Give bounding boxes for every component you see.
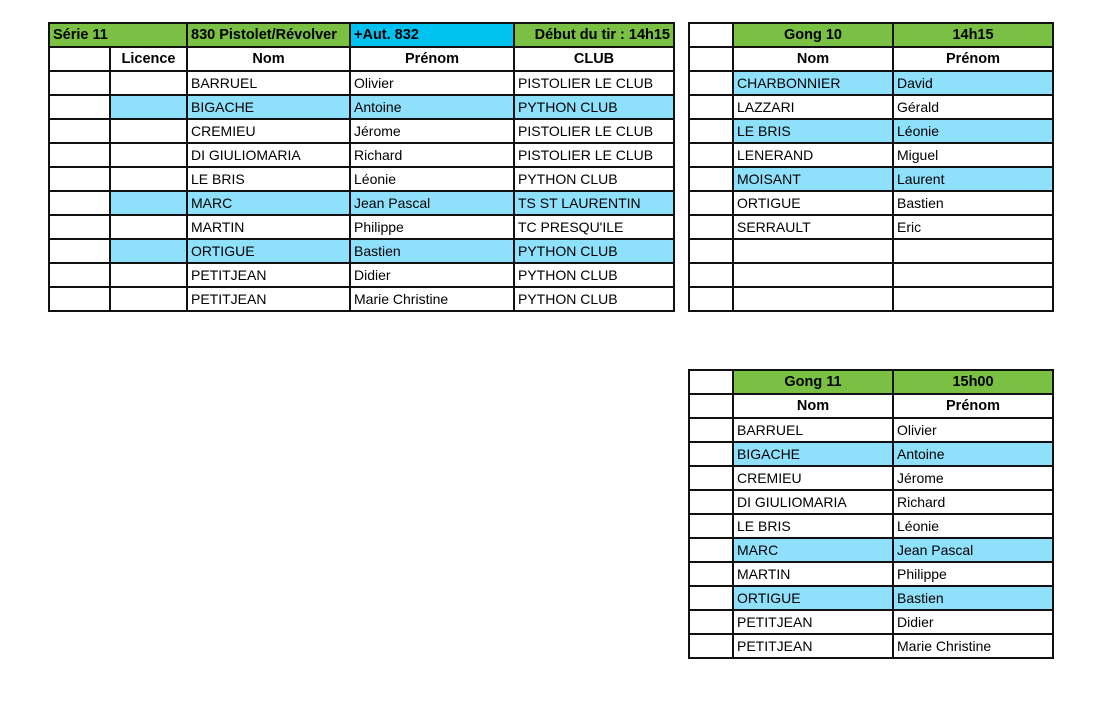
prenom-cell: Bastien — [350, 239, 514, 263]
prenom-cell: David — [893, 71, 1053, 95]
blank-header-cell — [49, 47, 110, 71]
prenom-cell: Marie Christine — [893, 634, 1053, 658]
prenom-cell: Jean Pascal — [893, 538, 1053, 562]
blank-title-cell — [689, 370, 733, 394]
start-time-label: Début du tir : 14h15 — [514, 23, 674, 47]
row-blank-cell — [49, 263, 110, 287]
club-cell: PISTOLIER LE CLUB — [514, 71, 674, 95]
nom-cell: DI GIULIOMARIA — [733, 490, 893, 514]
licence-cell — [110, 215, 187, 239]
table-row — [689, 442, 1053, 466]
gong11-title-row — [689, 370, 1053, 394]
prenom-cell: Léonie — [893, 514, 1053, 538]
column-header-licence: Licence — [110, 47, 187, 71]
table-row — [49, 71, 674, 95]
table-row — [49, 239, 674, 263]
prenom-cell: Eric — [893, 215, 1053, 239]
row-blank-cell — [49, 287, 110, 311]
row-blank-cell — [689, 562, 733, 586]
nom-cell: CREMIEU — [733, 466, 893, 490]
table-row — [49, 167, 674, 191]
club-cell: PYTHON CLUB — [514, 167, 674, 191]
nom-cell: LE BRIS — [733, 514, 893, 538]
prenom-cell: Didier — [350, 263, 514, 287]
column-header-prenom: Prénom — [893, 394, 1053, 418]
row-blank-cell — [49, 167, 110, 191]
row-blank-cell — [49, 71, 110, 95]
table-row — [689, 191, 1053, 215]
nom-cell: MARTIN — [733, 562, 893, 586]
row-blank-cell — [49, 95, 110, 119]
nom-cell: BARRUEL — [187, 71, 350, 95]
gong11-header-row — [689, 394, 1053, 418]
nom-cell: ORTIGUE — [733, 586, 893, 610]
row-blank-cell — [689, 586, 733, 610]
row-blank-cell — [49, 215, 110, 239]
nom-cell: BARRUEL — [733, 418, 893, 442]
nom-cell: MARC — [187, 191, 350, 215]
gong10-title-row — [689, 23, 1053, 47]
prenom-cell: Gérald — [893, 95, 1053, 119]
club-cell: PISTOLIER LE CLUB — [514, 119, 674, 143]
prenom-cell: Marie Christine — [350, 287, 514, 311]
nom-cell: ORTIGUE — [187, 239, 350, 263]
prenom-cell — [893, 263, 1053, 287]
row-blank-cell — [689, 538, 733, 562]
table-row — [689, 263, 1053, 287]
nom-cell: BIGACHE — [187, 95, 350, 119]
serie-table-body — [49, 23, 674, 311]
prenom-cell: Olivier — [893, 418, 1053, 442]
table-row — [689, 215, 1053, 239]
gong10-title: Gong 10 — [733, 23, 893, 47]
club-cell: PYTHON CLUB — [514, 239, 674, 263]
licence-cell — [110, 287, 187, 311]
nom-cell: DI GIULIOMARIA — [187, 143, 350, 167]
nom-cell: PETITJEAN — [733, 634, 893, 658]
row-blank-cell — [689, 610, 733, 634]
prenom-cell: Philippe — [893, 562, 1053, 586]
licence-cell — [110, 191, 187, 215]
prenom-cell: Léonie — [350, 167, 514, 191]
table-row — [689, 610, 1053, 634]
table-row — [689, 239, 1053, 263]
licence-cell — [110, 263, 187, 287]
row-blank-cell — [689, 167, 733, 191]
nom-cell: PETITJEAN — [187, 287, 350, 311]
row-blank-cell — [49, 119, 110, 143]
nom-cell: MARTIN — [187, 215, 350, 239]
serie-header-row — [49, 47, 674, 71]
column-header-club: CLUB — [514, 47, 674, 71]
licence-cell — [110, 95, 187, 119]
gong11-time: 15h00 — [893, 370, 1053, 394]
blank-header-cell — [689, 394, 733, 418]
row-blank-cell — [689, 143, 733, 167]
table-row — [689, 95, 1053, 119]
serie-table — [48, 22, 675, 312]
row-blank-cell — [49, 191, 110, 215]
column-header-nom: Nom — [733, 47, 893, 71]
row-blank-cell — [689, 191, 733, 215]
column-header-nom: Nom — [733, 394, 893, 418]
gong11-table — [688, 369, 1054, 659]
row-blank-cell — [689, 634, 733, 658]
table-row — [689, 143, 1053, 167]
nom-cell: LENERAND — [733, 143, 893, 167]
table-row — [689, 586, 1053, 610]
table-row — [49, 191, 674, 215]
nom-cell: SERRAULT — [733, 215, 893, 239]
table-row — [689, 514, 1053, 538]
table-row — [49, 287, 674, 311]
prenom-cell: Didier — [893, 610, 1053, 634]
table-row — [689, 167, 1053, 191]
nom-cell: MOISANT — [733, 167, 893, 191]
prenom-cell — [893, 239, 1053, 263]
column-header-prenom: Prénom — [893, 47, 1053, 71]
prenom-cell — [893, 287, 1053, 311]
table-row — [49, 263, 674, 287]
licence-cell — [110, 143, 187, 167]
blank-header-cell — [689, 47, 733, 71]
nom-cell: PETITJEAN — [733, 610, 893, 634]
table-row — [689, 287, 1053, 311]
table-row — [689, 490, 1053, 514]
row-blank-cell — [689, 514, 733, 538]
nom-cell: BIGACHE — [733, 442, 893, 466]
prenom-cell: Richard — [893, 490, 1053, 514]
column-header-prenom: Prénom — [350, 47, 514, 71]
nom-cell: LE BRIS — [187, 167, 350, 191]
table-row — [689, 119, 1053, 143]
prenom-cell: Antoine — [350, 95, 514, 119]
club-cell: PYTHON CLUB — [514, 95, 674, 119]
gong10-time: 14h15 — [893, 23, 1053, 47]
licence-cell — [110, 167, 187, 191]
nom-cell: LE BRIS — [733, 119, 893, 143]
nom-cell: MARC — [733, 538, 893, 562]
table-row — [49, 95, 674, 119]
gong10-table-body — [689, 23, 1053, 311]
prenom-cell: Bastien — [893, 191, 1053, 215]
club-cell: PYTHON CLUB — [514, 263, 674, 287]
prenom-cell: Philippe — [350, 215, 514, 239]
table-row — [689, 71, 1053, 95]
gong11-title: Gong 11 — [733, 370, 893, 394]
row-blank-cell — [49, 143, 110, 167]
serie-label: Série 11 — [49, 23, 187, 47]
table-row — [689, 466, 1053, 490]
club-cell: PISTOLIER LE CLUB — [514, 143, 674, 167]
gong11-table-body — [689, 370, 1053, 658]
nom-cell: CREMIEU — [187, 119, 350, 143]
table-row — [689, 538, 1053, 562]
row-blank-cell — [689, 95, 733, 119]
prenom-cell: Olivier — [350, 71, 514, 95]
licence-cell — [110, 119, 187, 143]
row-blank-cell — [689, 239, 733, 263]
licence-cell — [110, 71, 187, 95]
nom-cell — [733, 287, 893, 311]
row-blank-cell — [689, 71, 733, 95]
nom-cell: ORTIGUE — [733, 191, 893, 215]
table-row — [689, 562, 1053, 586]
gong10-table — [688, 22, 1054, 312]
row-blank-cell — [689, 418, 733, 442]
serie-title-row — [49, 23, 674, 47]
discipline-label: 830 Pistolet/Révolver — [187, 23, 350, 47]
nom-cell — [733, 239, 893, 263]
prenom-cell: Laurent — [893, 167, 1053, 191]
prenom-cell: Richard — [350, 143, 514, 167]
club-cell: PYTHON CLUB — [514, 287, 674, 311]
prenom-cell: Bastien — [893, 586, 1053, 610]
prenom-cell: Jérome — [350, 119, 514, 143]
prenom-cell: Jean Pascal — [350, 191, 514, 215]
row-blank-cell — [689, 490, 733, 514]
table-row — [49, 215, 674, 239]
table-row — [49, 119, 674, 143]
row-blank-cell — [689, 442, 733, 466]
prenom-cell: Antoine — [893, 442, 1053, 466]
nom-cell: CHARBONNIER — [733, 71, 893, 95]
club-cell: TS ST LAURENTIN — [514, 191, 674, 215]
club-cell: TC PRESQU'ILE — [514, 215, 674, 239]
blank-title-cell — [689, 23, 733, 47]
row-blank-cell — [689, 263, 733, 287]
table-row — [49, 143, 674, 167]
row-blank-cell — [689, 119, 733, 143]
row-blank-cell — [689, 215, 733, 239]
gong10-header-row — [689, 47, 1053, 71]
table-row — [689, 634, 1053, 658]
licence-cell — [110, 239, 187, 263]
nom-cell: LAZZARI — [733, 95, 893, 119]
nom-cell: PETITJEAN — [187, 263, 350, 287]
row-blank-cell — [689, 287, 733, 311]
row-blank-cell — [689, 466, 733, 490]
prenom-cell: Jérome — [893, 466, 1053, 490]
row-blank-cell — [49, 239, 110, 263]
prenom-cell: Miguel — [893, 143, 1053, 167]
nom-cell — [733, 263, 893, 287]
extra-label: +Aut. 832 — [350, 23, 514, 47]
column-header-nom: Nom — [187, 47, 350, 71]
prenom-cell: Léonie — [893, 119, 1053, 143]
table-row — [689, 418, 1053, 442]
